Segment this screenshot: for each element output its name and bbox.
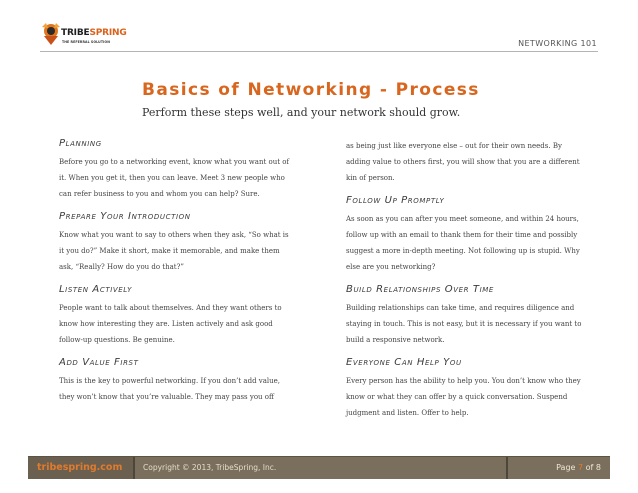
section-heading-everyone-can-help: Everyone Can Help You bbox=[346, 357, 462, 368]
section-heading-planning: Planning bbox=[59, 138, 102, 149]
page-number bbox=[506, 457, 610, 479]
footer-site-link[interactable]: tribespring.com bbox=[28, 457, 133, 479]
logo-tagline: THE REFERRAL SOLUTION bbox=[62, 40, 110, 44]
footer-divider bbox=[133, 457, 135, 479]
page-current: 7 bbox=[578, 463, 584, 472]
footer-copyright: Copyright © 2013, TribeSpring, Inc. bbox=[143, 463, 277, 472]
section-body-follow-up: As soon as you can after you meet someone, and within 24 hours, follow up with an email to thank them for their time and possibly suggest a more in-depth meeting. Not following up is stupid. Why else are you networking? bbox=[346, 215, 580, 271]
section-body-planning: Before you go to a networking event, know what you want out of it. When you get it, then you can leave. Meet 3 new people who can refer business to you and whom you can help? Sure. bbox=[59, 158, 290, 198]
document-header-title: NETWORKING 101 bbox=[518, 39, 597, 48]
logo-wordmark: TRIBESPRING bbox=[61, 28, 127, 38]
section-body-build-relationships: Building relationships can take time, and requires diligence and staying in touch. This is not easy, but it is necessary if you want to build a responsive network. bbox=[346, 304, 582, 344]
left-column bbox=[59, 138, 295, 414]
right-column bbox=[346, 138, 584, 430]
section-body-prepare-introduction: Know what you want to say to others when they ask, “So what is it you do?” Make it short, make it memorable, and make them ask, “Really? How do you do that?” bbox=[59, 231, 289, 271]
section-body-listen-actively: People want to talk about themselves. And they want others to know how interesting they are. Listen actively and ask good follow-up questions. Be genuine. bbox=[59, 304, 282, 344]
section-heading-add-value-first: Add Value First bbox=[59, 357, 139, 368]
tribe-mascot-icon bbox=[40, 22, 62, 46]
section-body-everyone-can-help: Every person has the ability to help you. You don’t know who they know or what they can offer by a quick conversation. Suspend judgment and listen. Offer to help. bbox=[346, 377, 581, 417]
section-body-continuation: as being just like everyone else – out for their own needs. By adding value to others first, you will show that you are a different kin of person. bbox=[346, 142, 580, 182]
page-prefix: Page bbox=[556, 463, 576, 472]
page-total: of 8 bbox=[585, 463, 601, 472]
page-subtitle: Perform these steps well, and your network should grow. bbox=[142, 106, 461, 119]
page-footer bbox=[28, 456, 610, 479]
section-body-add-value-first: This is the key to powerful networking. If you don’t add value, they won’t know that you’re valuable. They may pass you off bbox=[59, 377, 281, 401]
section-heading-build-relationships: Build Relationships Over Time bbox=[346, 284, 494, 295]
page-title: Basics of Networking - Process bbox=[142, 80, 480, 100]
section-heading-prepare-introduction: Prepare Your Introduction bbox=[59, 211, 191, 222]
section-heading-follow-up: Follow Up Promptly bbox=[346, 195, 445, 206]
tribespring-logo bbox=[40, 22, 127, 52]
header-divider bbox=[40, 51, 598, 52]
section-heading-listen-actively: Listen Actively bbox=[59, 284, 132, 295]
